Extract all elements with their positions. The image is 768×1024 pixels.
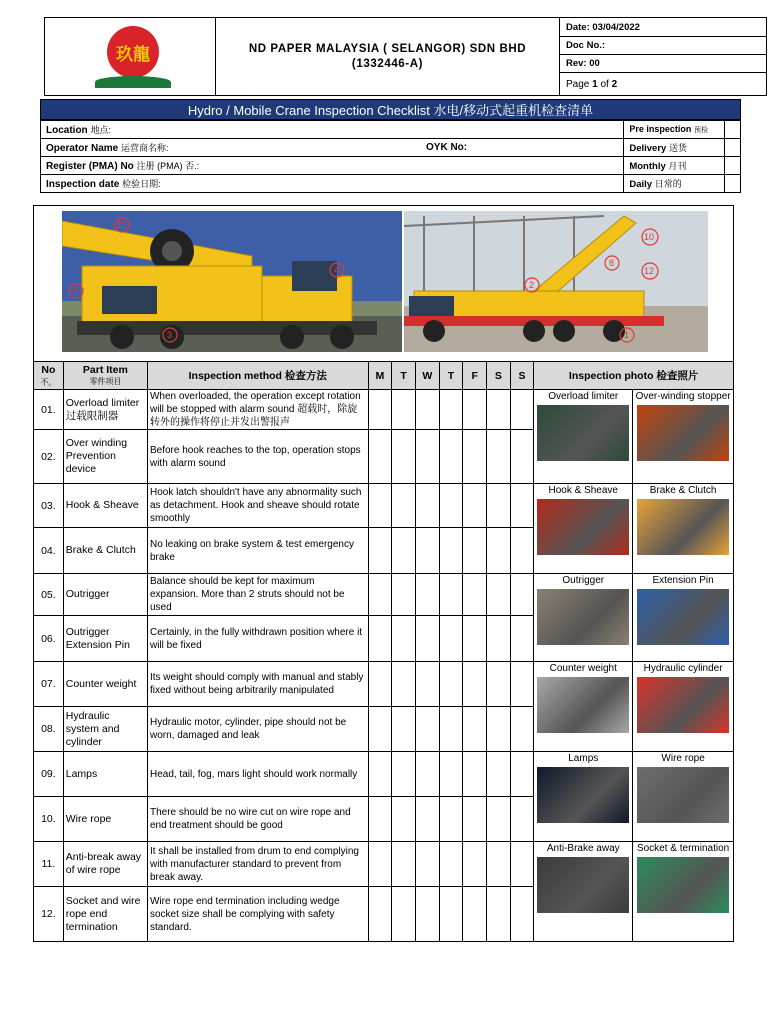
daily-checkbox[interactable] [725, 175, 741, 193]
table-row [34, 484, 734, 528]
oyk-field[interactable] [421, 139, 624, 157]
location-label: Location [46, 125, 88, 136]
part-item: Lamps [63, 752, 147, 797]
day-check-cell[interactable] [392, 887, 416, 942]
header-part [63, 362, 147, 390]
day-check-cell[interactable] [392, 797, 416, 842]
table-row [34, 662, 734, 707]
day-check-cell[interactable] [463, 842, 487, 887]
inspection-photo-cell [534, 390, 633, 484]
marker-11-label: 11 [117, 220, 127, 230]
part-item: Over winding Prevention device [63, 430, 147, 484]
doc-no: Doc No.: [560, 37, 767, 55]
delivery-checkbox[interactable] [725, 139, 741, 157]
row-number: 08. [34, 707, 64, 752]
pre-inspection-checkbox[interactable] [725, 121, 741, 139]
company-logo [95, 26, 171, 88]
row-number: 07. [34, 662, 64, 707]
day-check-cell[interactable] [487, 430, 511, 484]
part-item: Hook & Sheave [63, 484, 147, 528]
photo-caption: Wire rope [661, 753, 705, 764]
inspection-photo-cell [534, 484, 633, 574]
day-check-cell[interactable] [415, 887, 439, 942]
part-item: Outrigger Extension Pin [63, 616, 147, 662]
inspection-photo [637, 499, 729, 555]
row-number: 01. [34, 390, 64, 430]
day-check-cell[interactable] [392, 574, 416, 616]
inspection-photo-cell [534, 842, 633, 942]
part-item: Wire rope [63, 797, 147, 842]
part-item: Hydraulic system and cylinder [63, 707, 147, 752]
day-check-cell[interactable] [415, 390, 439, 430]
row-number: 02. [34, 430, 64, 484]
photo-caption: Extension Pin [652, 575, 714, 586]
day-check-cell[interactable] [415, 430, 439, 484]
day-check-cell[interactable] [392, 484, 416, 528]
inspection-photo [637, 677, 729, 733]
inspection-photo [537, 857, 629, 913]
day-check-cell[interactable] [392, 616, 416, 662]
photo-caption: Brake & Clutch [649, 485, 717, 496]
row-number: 06. [34, 616, 64, 662]
day-check-cell[interactable] [510, 797, 534, 842]
table-row [34, 574, 734, 616]
header-day-wed: W [415, 362, 439, 390]
daily-text-zh: 日常的 [654, 179, 682, 189]
day-check-cell[interactable] [439, 484, 463, 528]
header-no-text: No [41, 363, 56, 376]
header-part-text: Part Item [82, 363, 128, 376]
day-check-cell[interactable] [439, 707, 463, 752]
day-check-cell[interactable] [510, 752, 534, 797]
daily-label [624, 175, 725, 193]
day-check-cell[interactable] [415, 662, 439, 707]
day-check-cell[interactable] [439, 752, 463, 797]
day-check-cell[interactable] [392, 528, 416, 574]
day-check-cell[interactable] [463, 484, 487, 528]
monthly-checkbox[interactable] [725, 157, 741, 175]
marker-3-label: 3 [167, 330, 173, 340]
pre-label-zh: 预检 [693, 127, 708, 134]
day-check-cell[interactable] [463, 752, 487, 797]
day-check-cell[interactable] [392, 430, 416, 484]
location-field[interactable] [41, 121, 624, 139]
day-check-cell[interactable] [463, 528, 487, 574]
day-check-cell[interactable] [368, 616, 392, 662]
marker-8-label: 8 [609, 258, 615, 268]
day-check-cell[interactable] [510, 842, 534, 887]
table-row [34, 752, 734, 797]
table-row [34, 390, 734, 430]
delivery-label [624, 139, 725, 157]
day-check-cell[interactable] [415, 574, 439, 616]
company-reg-no: (1332446-A) [351, 57, 424, 70]
day-check-cell[interactable] [392, 662, 416, 707]
day-check-cell[interactable] [487, 574, 511, 616]
day-check-cell[interactable] [463, 887, 487, 942]
marker-5-label: 5 [73, 286, 79, 296]
inspection-method: Before hook reaches to the top, operation stops with alarm sound [147, 430, 368, 484]
photo-caption: Lamps [568, 753, 599, 764]
day-check-cell[interactable] [439, 616, 463, 662]
day-check-cell[interactable] [415, 797, 439, 842]
monthly-text-zh: 月刊 [668, 161, 687, 171]
day-check-cell[interactable] [439, 390, 463, 430]
inspection-photo-cell [633, 662, 734, 752]
row-number: 09. [34, 752, 64, 797]
inspection-photo [637, 767, 729, 823]
table-row [34, 842, 734, 887]
day-check-cell[interactable] [415, 484, 439, 528]
crane-photos [62, 211, 708, 352]
day-check-cell[interactable] [368, 887, 392, 942]
pre-label: Pre inspection [629, 124, 692, 134]
inspection-photo [637, 589, 729, 645]
inspection-photo-cell [633, 842, 734, 942]
day-check-cell[interactable] [487, 616, 511, 662]
monthly-text: Monthly [629, 161, 666, 172]
day-check-cell[interactable] [439, 430, 463, 484]
inspection-photo-cell [633, 752, 734, 842]
header-part-zh: 零件项目 [89, 376, 122, 386]
page-of: of [597, 78, 612, 90]
day-check-cell[interactable] [368, 752, 392, 797]
info-table [40, 120, 741, 193]
photo-caption: Anti-Brake away [546, 843, 620, 854]
inspection-method: Head, tail, fog, mars light should work normally [147, 752, 368, 797]
marker-10-label: 10 [644, 232, 655, 242]
crane-photo-left [62, 211, 402, 352]
day-check-cell[interactable] [510, 484, 534, 528]
location-label-zh: 地点: [90, 125, 111, 135]
inspection-date-label-zh: 检验日期: [122, 179, 161, 189]
inspection-method: When overloaded, the operation except rotation will be stopped with alarm sound 超载时，除旋转外的操作将停止并发出警报声 [147, 390, 368, 430]
page-total: 2 [611, 78, 618, 90]
inspection-method: Hook latch shouldn't have any abnormality such as detachment. Hook and sheave should rotate smoothly [147, 484, 368, 528]
inspection-photo [537, 405, 629, 461]
day-check-cell[interactable] [439, 662, 463, 707]
marker-1-label: 1 [624, 330, 630, 340]
register-field[interactable] [41, 157, 624, 175]
inspection-method: No leaking on brake system & test emergency brake [147, 528, 368, 574]
day-check-cell[interactable] [487, 484, 511, 528]
delivery-text-zh: 送货 [668, 143, 687, 153]
header-day-tue: T [392, 362, 416, 390]
day-check-cell[interactable] [368, 574, 392, 616]
inspection-method: It shall be installed from drum to end complying with manufacturer standard to prevent from break away. [147, 842, 368, 887]
day-check-cell[interactable] [510, 430, 534, 484]
marker-2-label: 2 [529, 280, 535, 290]
page-indicator [560, 73, 767, 96]
header-day-thu: T [439, 362, 463, 390]
page-prefix: Page [566, 78, 593, 90]
inspection-photo [637, 405, 729, 461]
day-check-cell[interactable] [368, 484, 392, 528]
day-check-cell[interactable] [439, 842, 463, 887]
day-check-cell[interactable] [487, 390, 511, 430]
day-check-cell[interactable] [392, 707, 416, 752]
header-method: Inspection method 检查方法 [147, 362, 368, 390]
day-check-cell[interactable] [510, 616, 534, 662]
register-label: Register (PMA) No [46, 161, 134, 172]
checklist-table [33, 361, 734, 942]
header-photo: Inspection photo 检查照片 [534, 362, 734, 390]
day-check-cell[interactable] [415, 752, 439, 797]
photo-caption: Overload limiter [548, 391, 619, 402]
part-item: Socket and wire rope end termination [63, 887, 147, 942]
photo-caption: Over-winding stopper [635, 391, 731, 402]
inspection-photo [537, 589, 629, 645]
row-number: 11. [34, 842, 64, 887]
inspection-method: Hydraulic motor, cylinder, pipe should not be worn, damaged and leak [147, 707, 368, 752]
day-check-cell[interactable] [487, 662, 511, 707]
part-item: Outrigger [63, 574, 147, 616]
row-number: 04. [34, 528, 64, 574]
document-header [44, 17, 767, 96]
day-check-cell[interactable] [415, 842, 439, 887]
row-number: 03. [34, 484, 64, 528]
operator-field[interactable] [41, 139, 422, 157]
inspection-method: Its weight should comply with manual and stably fixed without being arbitrarily manipulated [147, 662, 368, 707]
day-check-cell[interactable] [510, 574, 534, 616]
header-no [34, 362, 64, 390]
delivery-text: Delivery [629, 143, 667, 154]
part-item: Counter weight [63, 662, 147, 707]
day-check-cell[interactable] [463, 430, 487, 484]
header-day-sun: S [510, 362, 534, 390]
day-check-cell[interactable] [368, 662, 392, 707]
row-number: 05. [34, 574, 64, 616]
day-check-cell[interactable] [510, 528, 534, 574]
company-cell [216, 18, 560, 96]
inspection-photo [537, 499, 629, 555]
day-check-cell[interactable] [368, 842, 392, 887]
page-number: 1 [592, 78, 598, 90]
table-header-row [34, 362, 734, 390]
register-label-zh: 注册 (PMA) 否.: [136, 161, 200, 171]
day-check-cell[interactable] [392, 390, 416, 430]
photo-caption: Hydraulic cylinder [643, 663, 723, 674]
day-check-cell[interactable] [415, 707, 439, 752]
photo-caption: Counter weight [549, 663, 617, 674]
inspection-photo-cell [633, 484, 734, 574]
inspection-method: Balance should be kept for maximum expansion. More than 2 struts should not be used [147, 574, 368, 616]
day-check-cell[interactable] [463, 574, 487, 616]
inspection-photo [637, 857, 729, 913]
day-check-cell[interactable] [487, 842, 511, 887]
day-check-cell[interactable] [368, 528, 392, 574]
header-day-mon: M [368, 362, 392, 390]
inspection-method: Wire rope end termination including wedge socket size shall be complying with safety standard. [147, 887, 368, 942]
inspection-photo [537, 677, 629, 733]
day-check-cell[interactable] [487, 797, 511, 842]
day-check-cell[interactable] [510, 887, 534, 942]
day-check-cell[interactable] [368, 390, 392, 430]
operator-label-zh: 运营商名称: [121, 143, 169, 153]
day-check-cell[interactable] [510, 390, 534, 430]
day-check-cell[interactable] [392, 842, 416, 887]
logo-text: 玖龍 [116, 45, 150, 65]
pre-inspection-label [624, 121, 725, 139]
part-item: Overload limiter 过载限制器 [63, 390, 147, 430]
day-check-cell[interactable] [415, 616, 439, 662]
row-number: 10. [34, 797, 64, 842]
inspection-method: Certainly, in the fully withdrawn position where it will be fixed [147, 616, 368, 662]
inspection-date-field[interactable] [41, 175, 624, 193]
header-no-zh: 不。 [40, 377, 57, 387]
day-check-cell[interactable] [487, 887, 511, 942]
marker-4-label: 4 [334, 265, 340, 275]
photo-caption: Socket & termination [636, 843, 730, 854]
company-name: ND PAPER MALAYSIA ( SELANGOR) SDN BHD [248, 42, 527, 55]
operator-label: Operator Name [46, 143, 119, 154]
day-check-cell[interactable] [463, 390, 487, 430]
inspection-photo-cell [534, 752, 633, 842]
day-check-cell[interactable] [439, 887, 463, 942]
day-check-cell[interactable] [487, 752, 511, 797]
day-check-cell[interactable] [487, 707, 511, 752]
day-check-cell[interactable] [510, 707, 534, 752]
day-check-cell[interactable] [463, 797, 487, 842]
day-check-cell[interactable] [463, 707, 487, 752]
day-check-cell[interactable] [439, 797, 463, 842]
logo-cell [45, 18, 216, 96]
marker-12-label: 12 [644, 266, 655, 276]
day-check-cell[interactable] [368, 707, 392, 752]
day-check-cell[interactable] [415, 528, 439, 574]
daily-text: Daily [629, 179, 653, 190]
doc-rev: Rev: 00 [560, 55, 767, 73]
photo-caption: Outrigger [562, 575, 605, 586]
day-check-cell[interactable] [463, 616, 487, 662]
day-check-cell[interactable] [439, 528, 463, 574]
checklist-title: Hydro / Mobile Crane Inspection Checklist 水电/移动式起重机检查清单 [40, 99, 741, 120]
day-check-cell[interactable] [368, 430, 392, 484]
day-check-cell[interactable] [463, 662, 487, 707]
day-check-cell[interactable] [510, 662, 534, 707]
day-check-cell[interactable] [368, 797, 392, 842]
inspection-photo-cell [534, 574, 633, 662]
photo-caption: Hook & Sheave [548, 485, 618, 496]
inspection-photo-cell [633, 574, 734, 662]
day-check-cell[interactable] [487, 528, 511, 574]
inspection-method: There should be no wire cut on wire rope and end treatment should be good [147, 797, 368, 842]
part-item: Brake & Clutch [63, 528, 147, 574]
inspection-photo-cell [633, 390, 734, 484]
header-day-sat: S [487, 362, 511, 390]
row-number: 12. [34, 887, 64, 942]
part-item: Anti-break away of wire rope [63, 842, 147, 887]
doc-date: Date: 03/04/2022 [560, 18, 767, 37]
inspection-photo [537, 767, 629, 823]
inspection-date-label: Inspection date [46, 179, 120, 190]
header-day-fri: F [463, 362, 487, 390]
crane-photo-right [404, 211, 708, 352]
monthly-label [624, 157, 725, 175]
inspection-photo-cell [534, 662, 633, 752]
oyk-label: OYK No: [426, 142, 468, 153]
day-check-cell[interactable] [392, 752, 416, 797]
day-check-cell[interactable] [439, 574, 463, 616]
